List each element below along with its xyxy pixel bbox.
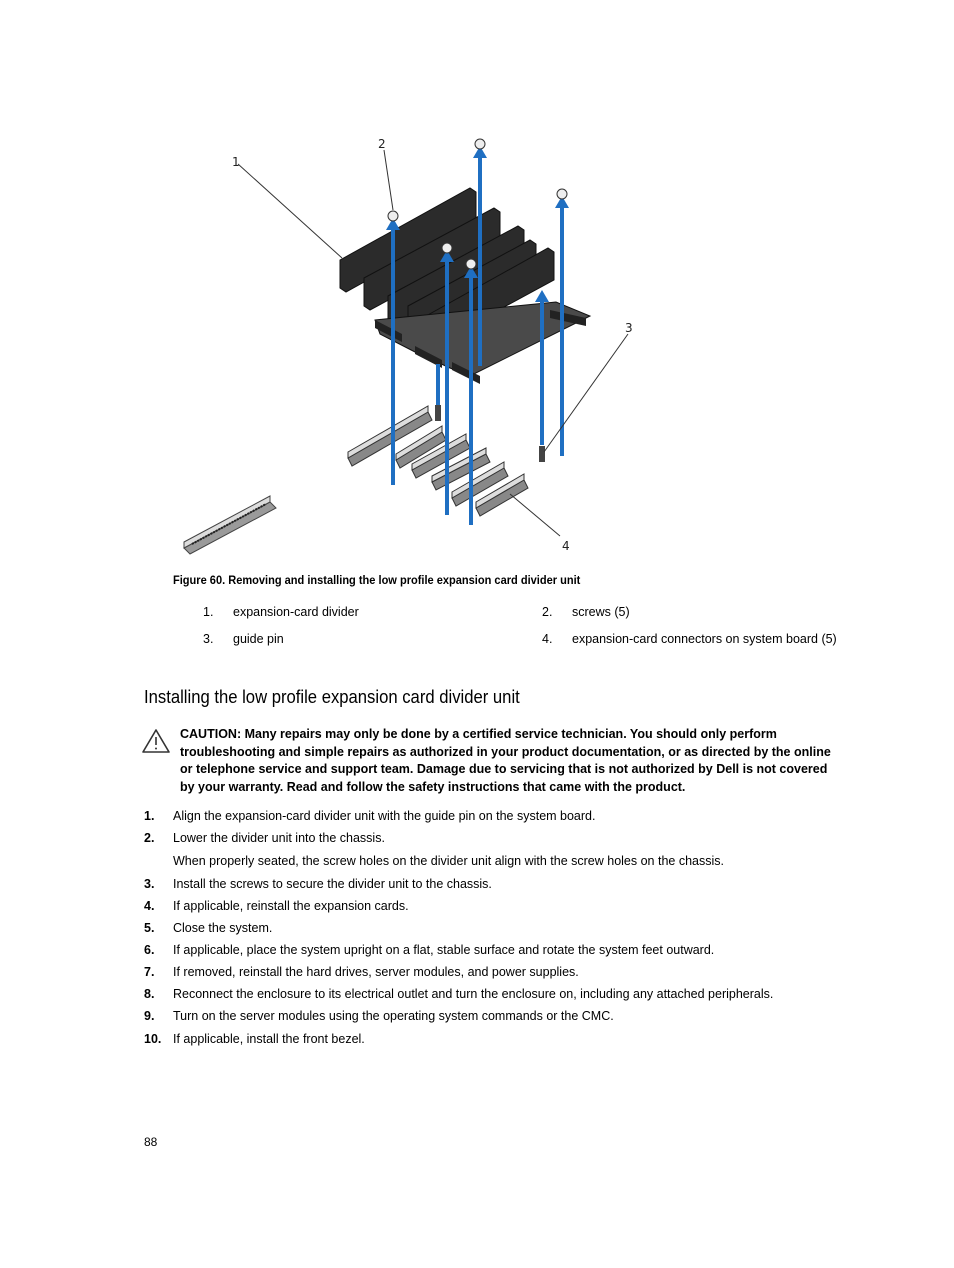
step-text: If applicable, place the system upright on a flat, stable surface and rotate the system feet outward. bbox=[173, 943, 715, 957]
legend-text: expansion-card divider bbox=[233, 605, 359, 619]
step-text: Lower the divider unit into the chassis. bbox=[173, 831, 385, 845]
legend-number: 3. bbox=[203, 632, 214, 646]
legend-number: 1. bbox=[203, 605, 214, 619]
list-item bbox=[144, 831, 844, 849]
step-text: Close the system. bbox=[173, 921, 273, 935]
legend-number: 4. bbox=[542, 632, 553, 646]
step-text: If applicable, reinstall the expansion cards. bbox=[173, 899, 409, 913]
expansion-card-divider bbox=[340, 188, 590, 384]
step-number: 1. bbox=[144, 809, 155, 823]
step-number: 4. bbox=[144, 899, 155, 913]
legend-text: screws (5) bbox=[572, 605, 630, 619]
list-item bbox=[144, 1032, 844, 1050]
divider-unit-diagram bbox=[170, 130, 650, 570]
list-item bbox=[144, 987, 844, 1005]
step-text: Install the screws to secure the divider unit to the chassis. bbox=[173, 877, 492, 891]
step-number: 10. bbox=[144, 1032, 162, 1046]
callout-1: 1 bbox=[232, 155, 240, 169]
step-text: If applicable, install the front bezel. bbox=[173, 1032, 365, 1046]
legend-item bbox=[203, 605, 503, 619]
list-item bbox=[144, 877, 844, 895]
legend-item bbox=[542, 605, 842, 619]
list-item bbox=[144, 943, 844, 961]
callout-2: 2 bbox=[378, 137, 386, 151]
step-number: 8. bbox=[144, 987, 155, 1001]
legend-item bbox=[542, 632, 842, 646]
step-number: 5. bbox=[144, 921, 155, 935]
step-text: When properly seated, the screw holes on the divider unit align with the screw holes on the chassis. bbox=[173, 854, 724, 868]
list-item bbox=[144, 809, 844, 827]
section-title: Installing the low profile expansion card divider unit bbox=[144, 686, 520, 707]
connectors-group bbox=[348, 406, 528, 516]
callout-3: 3 bbox=[625, 321, 633, 335]
page-number: 88 bbox=[144, 1135, 158, 1149]
figure-caption: Figure 60. Removing and installing the low profile expansion card divider unit bbox=[173, 573, 581, 587]
list-item bbox=[144, 921, 844, 939]
step-text: Reconnect the enclosure to its electrical outlet and turn the enclosure on, including any attached peripherals. bbox=[173, 987, 774, 1001]
step-text: If removed, reinstall the hard drives, server modules, and power supplies. bbox=[173, 965, 579, 979]
connector-long bbox=[184, 496, 276, 554]
caution-text: CAUTION: Many repairs may only be done by a certified service technician. You should only perform troubleshooting and simple repairs as authorized in your product documentation, or as directed by the online or telephone service and support team. Damage due to servicing that is not authorized by Dell is not covered by your warranty. Read and follow the safety instructions that came with the product. bbox=[180, 727, 831, 794]
step-text: Turn on the server modules using the operating system commands or the CMC. bbox=[173, 1009, 614, 1023]
legend-item bbox=[203, 632, 503, 646]
list-item bbox=[144, 965, 844, 983]
legend-text: guide pin bbox=[233, 632, 284, 646]
step-number: 7. bbox=[144, 965, 155, 979]
figure-illustration bbox=[170, 130, 650, 570]
step-number: 3. bbox=[144, 877, 155, 891]
step-text: Align the expansion-card divider unit with the guide pin on the system board. bbox=[173, 809, 596, 823]
step-number: 6. bbox=[144, 943, 155, 957]
list-item bbox=[144, 899, 844, 917]
warning-triangle-icon bbox=[141, 728, 171, 754]
step-number: 9. bbox=[144, 1009, 155, 1023]
legend-text: expansion-card connectors on system board (5) bbox=[572, 632, 837, 646]
callout-4: 4 bbox=[562, 539, 570, 553]
list-item bbox=[144, 854, 844, 872]
step-number: 2. bbox=[144, 831, 155, 845]
list-item bbox=[144, 1009, 844, 1027]
legend-number: 2. bbox=[542, 605, 553, 619]
